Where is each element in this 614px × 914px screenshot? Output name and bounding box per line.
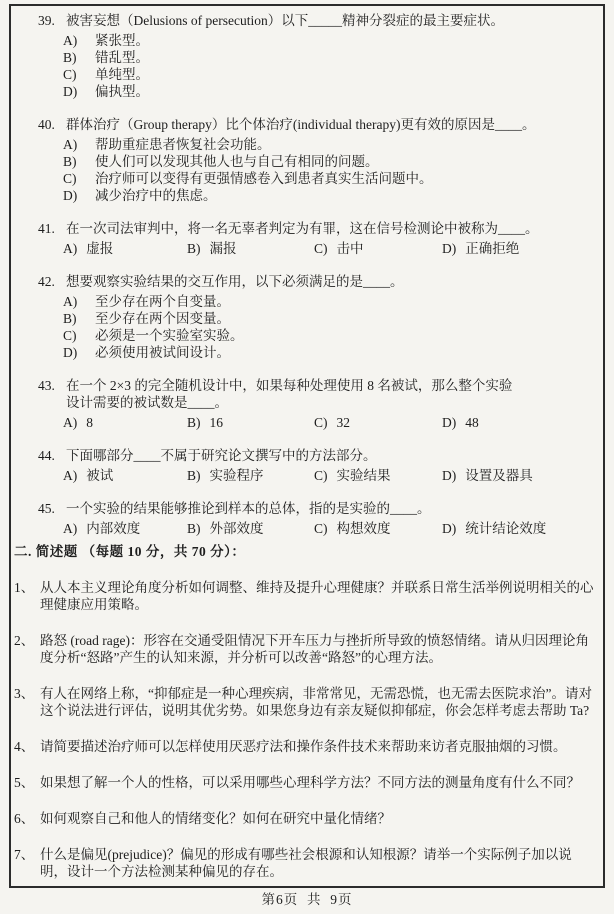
- option-label: D): [63, 345, 78, 360]
- question-number: 45.: [38, 501, 55, 516]
- option-label: A): [63, 521, 78, 536]
- question-stem: 下面哪部分____不属于研究论文撰写中的方法部分。: [66, 448, 377, 463]
- question-stem-line: [38, 12, 595, 29]
- option-d: [442, 520, 595, 537]
- option-text: 击中: [336, 241, 364, 256]
- option-label: D): [63, 84, 78, 99]
- question-number: 39.: [38, 13, 55, 28]
- option-text: 错乱型。: [95, 50, 149, 65]
- option-text: 内部效度: [86, 521, 141, 536]
- option-text: 16: [209, 415, 223, 430]
- option-label: D): [442, 521, 457, 536]
- option-label: B): [187, 468, 201, 483]
- item-text: 路怒 (road rage)：形容在交通受阻情况下开车压力与挫折所导致的愤怒情绪。请从归因理论角度分析“怒路”产生的认知来源，并分析可以改善“路怒”的心理方法。: [40, 633, 589, 665]
- option-text: 必须使用被试间设计。: [95, 345, 230, 360]
- option-text: 漏报: [209, 241, 237, 256]
- options-row: [63, 520, 595, 537]
- option-c: [314, 414, 442, 431]
- options-row: [63, 414, 595, 431]
- option-d: [63, 344, 595, 361]
- question-number: 44.: [38, 448, 55, 463]
- item-number: 4、: [14, 739, 35, 754]
- option-d: [63, 187, 595, 204]
- option-text: 设置及器具: [465, 468, 533, 483]
- option-text: 紧张型。: [95, 33, 149, 48]
- question-42: [38, 273, 595, 361]
- option-a: [63, 467, 187, 484]
- options-list: [63, 136, 595, 204]
- option-label: C): [314, 241, 328, 256]
- option-text: 48: [465, 415, 479, 430]
- options-row: [63, 240, 595, 257]
- option-b: [63, 49, 595, 66]
- option-label: B): [187, 521, 201, 536]
- option-text: 统计结论效度: [465, 521, 547, 536]
- option-label: C): [63, 67, 77, 82]
- option-d: [442, 414, 595, 431]
- question-number: 41.: [38, 221, 55, 236]
- short-answer-item-3: [14, 685, 595, 719]
- option-text: 使人们可以发现其他人也与自己有相同的问题。: [95, 154, 379, 169]
- option-b: [187, 414, 314, 431]
- option-d: [442, 467, 595, 484]
- question-stem: 想要观察实验结果的交互作用，以下必须满足的是____。: [66, 274, 404, 289]
- page-footer: 第6页 共 9页: [261, 892, 353, 907]
- option-b: [187, 467, 314, 484]
- option-b: [63, 310, 595, 327]
- options-row: [63, 467, 595, 484]
- option-label: A): [63, 294, 78, 309]
- option-d: [442, 240, 595, 257]
- question-39: [38, 12, 595, 100]
- option-label: D): [442, 415, 457, 430]
- option-label: B): [187, 241, 201, 256]
- question-44: [38, 447, 595, 484]
- option-text: 单纯型。: [95, 67, 149, 82]
- question-number: 40.: [38, 117, 55, 132]
- option-b: [63, 153, 595, 170]
- option-c: [63, 327, 595, 344]
- option-label: A): [63, 33, 78, 48]
- question-stem: 在一次司法审判中，将一名无辜者判定为有罪，这在信号检测论中被称为____。: [66, 221, 539, 236]
- option-c: [314, 240, 442, 257]
- option-text: 构想效度: [336, 521, 391, 536]
- question-stem: 在一个 2×3 的完全随机设计中，如果每种处理使用 8 名被试，那么整个实验: [66, 378, 513, 393]
- option-c: [314, 520, 442, 537]
- option-c: [314, 467, 442, 484]
- item-text: 从人本主义理论角度分析如何调整、维持及提升心理健康？并联系日常生活举例说明相关的心理健康应用策略。: [40, 580, 594, 612]
- item-text: 如果想了解一个人的性格，可以采用哪些心理科学方法？不同方法的测量角度有什么不同？: [40, 775, 580, 790]
- option-label: B): [63, 154, 77, 169]
- question-stem-line: [38, 447, 595, 464]
- question-stem-line: [38, 273, 595, 290]
- question-stem-line: [38, 377, 595, 394]
- item-text: 如何观察自己和他人的情绪变化？如何在研究中量化情绪？: [40, 811, 391, 826]
- page-border-frame: [9, 4, 605, 888]
- question-stem-line: [38, 500, 595, 517]
- question-stem-line: [38, 220, 595, 237]
- option-label: C): [314, 521, 328, 536]
- option-a: [63, 414, 187, 431]
- option-label: C): [314, 468, 328, 483]
- option-label: A): [63, 468, 78, 483]
- option-label: A): [63, 241, 78, 256]
- option-text: 实验程序: [209, 468, 264, 483]
- option-text: 治疗师可以变得有更强情感卷入到患者真实生活问题中。: [95, 171, 433, 186]
- option-label: A): [63, 415, 78, 430]
- item-number: 3、: [14, 686, 35, 701]
- short-answer-item-1: [14, 579, 595, 613]
- option-label: D): [442, 468, 457, 483]
- question-number: 42.: [38, 274, 55, 289]
- option-a: [63, 136, 595, 153]
- option-label: C): [63, 328, 77, 343]
- section-heading: 二. 简述题 （每题 10 分，共 70 分）：: [14, 544, 246, 559]
- question-41: [38, 220, 595, 257]
- question-45: [38, 500, 595, 537]
- question-number: 43.: [38, 378, 55, 393]
- options-list: [63, 32, 595, 100]
- short-answer-item-2: [14, 632, 595, 666]
- option-text: 减少治疗中的焦虑。: [95, 188, 217, 203]
- question-40: [38, 116, 595, 204]
- question-stem-line: [38, 116, 595, 133]
- option-a: [63, 293, 595, 310]
- option-label: B): [63, 50, 77, 65]
- item-number: 1、: [14, 580, 35, 595]
- option-label: C): [314, 415, 328, 430]
- question-stem: 群体治疗（Group therapy）比个体治疗(individual therapy)更有效的原因是____。: [66, 117, 536, 132]
- option-text: 至少存在两个因变量。: [95, 311, 230, 326]
- option-text: 必须是一个实验室实验。: [95, 328, 244, 343]
- option-text: 32: [336, 415, 350, 430]
- question-stem-continued: 设计需要的被试数是____。: [66, 395, 228, 410]
- option-d: [63, 83, 595, 100]
- question-43: [38, 377, 595, 431]
- item-text: 什么是偏见(prejudice)？偏见的形成有哪些社会根源和认知根源？请举一个实际例子加以说明，设计一个方法检测某种偏见的存在。: [40, 847, 572, 879]
- item-text: 有人在网络上称，“抑郁症是一种心理疾病，非常常见，无需恐慌，也无需去医院求治”。请对这个说法进行评估，说明其优劣势。如果您身边有亲友疑似抑郁症，你会怎样考虑去帮助 Ta?: [40, 686, 592, 718]
- short-answer-section: [14, 543, 595, 880]
- option-text: 至少存在两个自变量。: [95, 294, 230, 309]
- option-label: B): [63, 311, 77, 326]
- option-b: [187, 520, 314, 537]
- options-list: [63, 293, 595, 361]
- option-text: 虚报: [86, 241, 114, 256]
- item-number: 7、: [14, 847, 35, 862]
- option-c: [63, 66, 595, 83]
- item-number: 2、: [14, 633, 35, 648]
- option-label: D): [63, 188, 78, 203]
- short-answer-item-7: [14, 846, 595, 880]
- item-number: 5、: [14, 775, 35, 790]
- option-text: 被试: [86, 468, 114, 483]
- option-text: 实验结果: [336, 468, 391, 483]
- option-a: [63, 32, 595, 49]
- option-text: 帮助重症患者恢复社会功能。: [95, 137, 271, 152]
- item-number: 6、: [14, 811, 35, 826]
- option-label: C): [63, 171, 77, 186]
- option-label: A): [63, 137, 78, 152]
- question-stem: 一个实验的结果能够推论到样本的总体，指的是实验的____。: [66, 501, 431, 516]
- option-a: [63, 240, 187, 257]
- short-answer-item-5: [14, 774, 595, 791]
- option-c: [63, 170, 595, 187]
- question-stem: 被害妄想（Delusions of persecution）以下_____精神分裂症的最主要症状。: [66, 13, 504, 28]
- option-a: [63, 520, 187, 537]
- option-label: B): [187, 415, 201, 430]
- option-text: 8: [86, 415, 93, 430]
- option-label: D): [442, 241, 457, 256]
- option-text: 外部效度: [209, 521, 264, 536]
- option-text: 偏执型。: [95, 84, 149, 99]
- item-text: 请简要描述治疗师可以怎样使用厌恶疗法和操作条件技术来帮助来访者克服抽烟的习惯。: [40, 739, 567, 754]
- short-answer-item-4: [14, 738, 595, 755]
- option-text: 正确拒绝: [465, 241, 520, 256]
- short-answer-item-6: [14, 810, 595, 827]
- option-b: [187, 240, 314, 257]
